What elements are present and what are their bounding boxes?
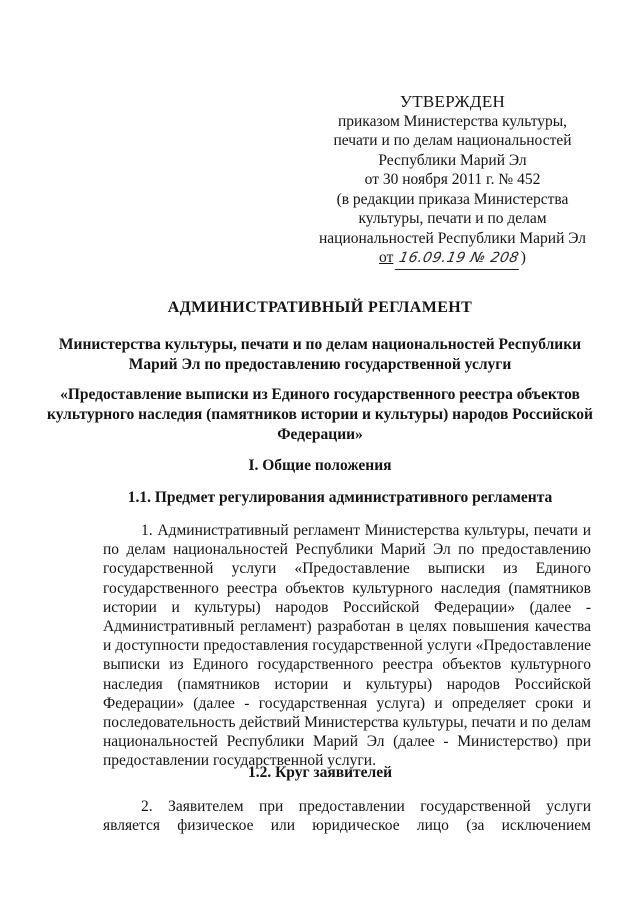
approval-line-6: культуры, печати и по делам: [358, 210, 547, 227]
subsection-heading-1-1: 1.1. Предмет регулирования административного регламента: [127, 489, 553, 506]
paragraph-1-text: 1. Административный регламент Министерства культуры, печати и по делам национальностей Республики Марий Эл по предоставлению государственной услуги «Предоставление выписки из Единого государственного реестра объектов культурного наследия (памятников истории и культуры) народов Российской Федерации» (далее - Административный регламент) разработан в целях повышения качества и доступности предоставления государственной услуги «Предоставление выписки из Единого государственного реестра объектов культурного наследия (памятников истории и культуры) народов Российской Федерации» (далее - государственная услуга) и определяет сроки и последовательность действий Министерства культуры, печати и по делам национальностей Республики Марий Эл (далее - Министерство) при предоставлении государственной услуги.: [103, 522, 591, 770]
handwritten-date-number: 16.09.19 № 208: [395, 249, 523, 270]
approval-signature-line: [300, 248, 605, 270]
approval-line-2: печати и по делам национальностей: [333, 132, 572, 149]
approval-stamp-block: [300, 92, 605, 270]
document-title: АДМИНИСТРАТИВНЫЙ РЕГЛАМЕНТ: [167, 299, 473, 316]
approval-sig-suffix: ): [520, 249, 526, 266]
approval-line-5: (в редакции приказа Министерства: [336, 190, 569, 208]
document-subtitle-service: «Предоставление выписки из Единого государственного реестра объектов культурного наследия (памятников истории и культуры) народов Российской Федерации»: [47, 386, 593, 443]
approval-line-7: национальностей Республики Марий Эл: [318, 229, 587, 247]
paragraph-2: [103, 797, 591, 835]
approval-title: УТВЕРЖДЕН: [399, 92, 506, 111]
approval-line-4: от 30 ноября 2011 г. № 452: [364, 171, 541, 188]
approval-line-3: Республики Марий Эл: [378, 151, 527, 169]
document-subtitle-ministry: Министерства культуры, печати и по делам национальностей Республики Марий Эл по предоставлению государственной услуги: [58, 336, 582, 373]
approval-line-1: приказом Министерства культуры,: [337, 112, 568, 130]
subsection-heading-1-2: 1.2. Круг заявителей: [247, 764, 393, 781]
section-heading-general: I. Общие положения: [248, 457, 392, 474]
approval-sig-prefix: от: [379, 249, 394, 266]
paragraph-2-text: 2. Заявителем при предоставлении государственной услуги является физическое или юридическое лицо (за исключением: [103, 798, 591, 835]
paragraph-1: [103, 521, 591, 771]
